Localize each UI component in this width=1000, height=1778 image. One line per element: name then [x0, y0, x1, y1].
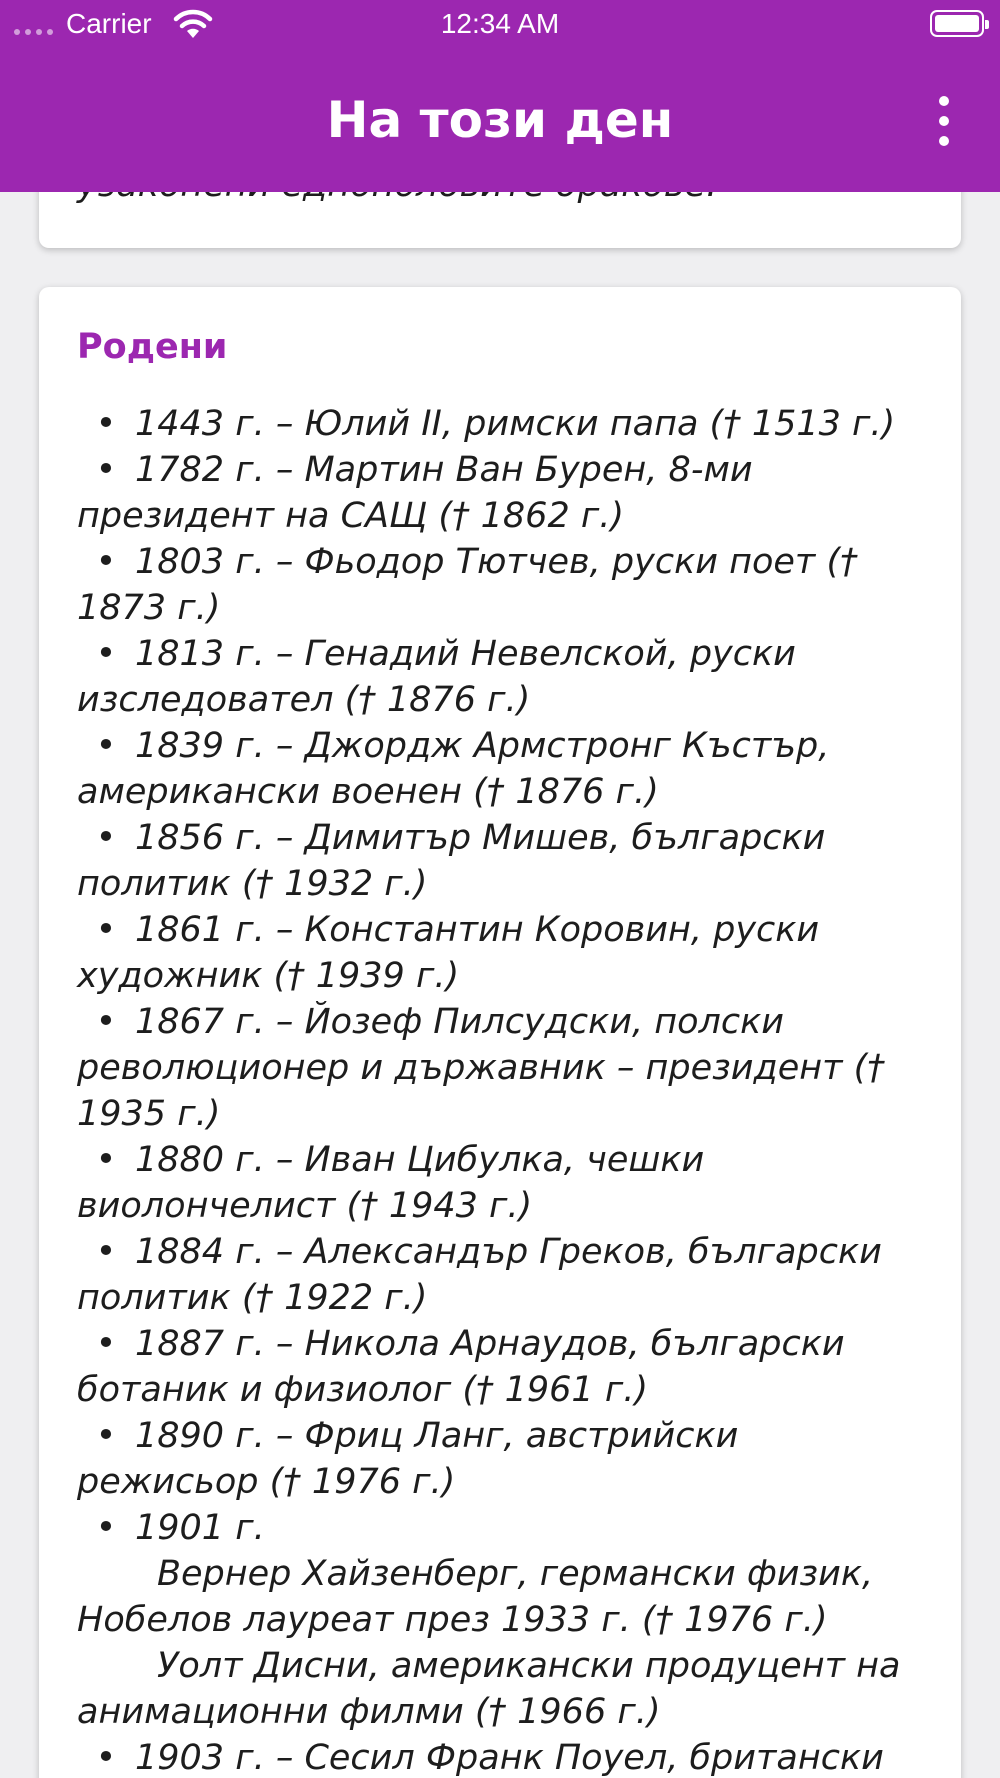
more-vertical-icon[interactable] [922, 96, 966, 146]
list-item: • 1813 г. – Генадий Невелской, руски изследовател († 1876 г.) [77, 634, 796, 720]
app-header [0, 0, 1000, 192]
list-item: • 1803 г. – Фьодор Тютчев, руски поет († 1873 г.) [77, 542, 858, 628]
list-item: • 1901 г. [95, 1508, 265, 1548]
status-bar [0, 0, 1000, 50]
list-item: • 1861 г. – Константин Коровин, руски художник († 1939 г.) [77, 910, 820, 996]
list-item: • 1856 г. – Димитър Мишев, български политик († 1932 г.) [77, 818, 826, 904]
list-item: • 1887 г. – Никола Арнаудов, български ботаник и физиолог († 1961 г.) [77, 1324, 845, 1410]
status-time: 12:34 AM [440, 8, 560, 39]
list-item: • 1880 г. – Иван Цибулка, чешки виолончелист († 1943 г.) [77, 1140, 705, 1226]
page-title: На този ден [326, 91, 674, 149]
list-item: • 1782 г. – Мартин Ван Бурен, 8-ми президент на САЩ († 1862 г.) [77, 450, 753, 536]
list-sub-item: Уолт Дисни, американски продуцент на анимационни филми († 1966 г.) [77, 1646, 901, 1732]
list-item: • 1443 г. – Юлий II, римски папа († 1513 г.) [95, 404, 896, 444]
list-item: • 1884 г. – Александър Греков, български политик († 1922 г.) [77, 1232, 882, 1318]
list-item: • 1903 г. – Сесил Франк Поуел, британски [95, 1738, 884, 1778]
section-title-born: Родени [77, 327, 228, 367]
list-sub-item: Вернер Хайзенберг, германски физик, Нобелов лауреат през 1933 г. († 1976 г.) [77, 1554, 874, 1640]
list-item: • 1867 г. – Йозеф Пилсудски, полски революционер и държавник – президент († 1935 г.) [77, 1002, 885, 1134]
list-item: • 1890 г. – Фриц Ланг, австрийски режисьор († 1976 г.) [77, 1416, 739, 1502]
list-item: • 1839 г. – Джордж Армстронг Къстър, американски военен († 1876 г.) [77, 726, 830, 812]
born-list [77, 401, 923, 1778]
battery-icon [930, 10, 984, 37]
born-card [39, 287, 961, 1778]
carrier-label: Carrier [66, 8, 152, 39]
